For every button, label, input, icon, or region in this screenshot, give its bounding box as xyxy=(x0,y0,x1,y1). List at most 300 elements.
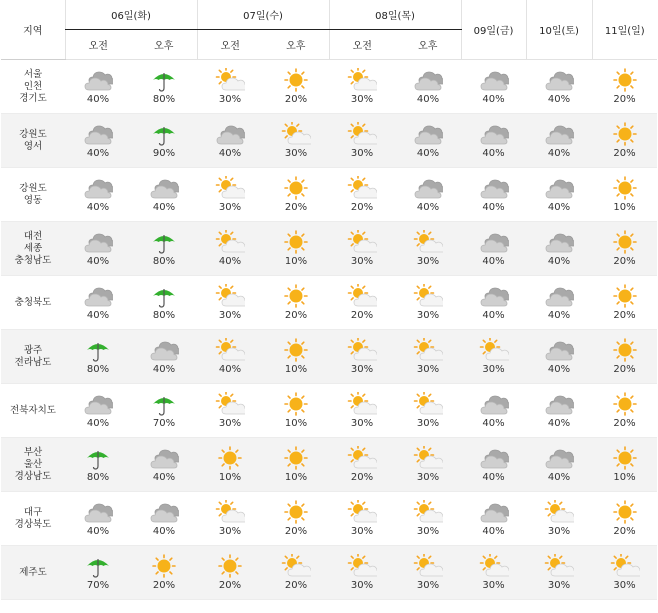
precipitation-probability: 40% xyxy=(482,472,505,483)
forecast-row xyxy=(1,492,657,546)
forecast-cell xyxy=(461,60,526,114)
precipitation-probability: 80% xyxy=(86,364,110,375)
cloudy-icon xyxy=(544,338,574,362)
partly-sunny-icon xyxy=(347,392,377,416)
cloudy-icon xyxy=(215,122,245,146)
forecast-cell xyxy=(329,60,395,114)
forecast-cell xyxy=(197,330,263,384)
region-name: 강원도 xyxy=(19,182,47,194)
partly-sunny-icon xyxy=(413,284,443,308)
forecast-cell xyxy=(131,222,197,276)
umbrella-icon xyxy=(149,392,179,416)
forecast-cell xyxy=(329,114,395,168)
forecast-cell xyxy=(461,438,526,492)
forecast-cell xyxy=(263,114,329,168)
forecast-row xyxy=(1,276,657,330)
precipitation-probability: 40% xyxy=(86,526,110,537)
region-name: 제주도 xyxy=(19,566,47,578)
precipitation-probability: 30% xyxy=(218,418,242,429)
sun-icon xyxy=(281,176,311,200)
partly-sunny-icon xyxy=(347,500,377,524)
precipitation-probability: 20% xyxy=(284,94,308,105)
region-cell xyxy=(1,384,65,438)
partly-sunny-icon xyxy=(544,500,574,524)
cloudy-icon xyxy=(413,176,443,200)
forecast-cell xyxy=(131,276,197,330)
sun-icon xyxy=(281,68,311,92)
precipitation-probability: 40% xyxy=(86,310,110,321)
forecast-cell xyxy=(592,222,657,276)
precipitation-probability: 10% xyxy=(284,256,308,267)
sun-icon xyxy=(281,500,311,524)
forecast-cell xyxy=(65,384,131,438)
precipitation-probability: 40% xyxy=(416,202,440,213)
precipitation-probability: 40% xyxy=(86,148,110,159)
umbrella-icon xyxy=(149,284,179,308)
precipitation-probability: 20% xyxy=(613,310,636,321)
precipitation-probability: 40% xyxy=(86,202,110,213)
region-cell xyxy=(1,276,65,330)
forecast-cell xyxy=(526,276,592,330)
precipitation-probability: 40% xyxy=(482,148,505,159)
precipitation-probability: 40% xyxy=(482,526,505,537)
sun-icon xyxy=(610,176,640,200)
forecast-row xyxy=(1,330,657,384)
cloudy-icon xyxy=(149,338,179,362)
cloudy-icon xyxy=(479,446,509,470)
region-cell xyxy=(1,114,65,168)
cloudy-icon xyxy=(479,176,509,200)
day-header-10: 10일(토) xyxy=(526,0,592,60)
precipitation-probability: 40% xyxy=(152,202,176,213)
sun-icon xyxy=(281,446,311,470)
forecast-cell xyxy=(329,492,395,546)
region-name: 충청북도 xyxy=(14,296,52,308)
precipitation-probability: 40% xyxy=(86,418,110,429)
precipitation-probability: 30% xyxy=(350,148,374,159)
region-name: 경기도 xyxy=(19,92,47,104)
umbrella-icon xyxy=(83,338,113,362)
forecast-cell xyxy=(526,438,592,492)
forecast-cell xyxy=(526,330,592,384)
partly-sunny-icon xyxy=(281,554,311,578)
region-cell xyxy=(1,168,65,222)
precipitation-probability: 40% xyxy=(547,472,571,483)
precipitation-probability: 40% xyxy=(547,364,571,375)
partly-sunny-icon xyxy=(347,446,377,470)
forecast-cell xyxy=(197,438,263,492)
region-cell xyxy=(1,60,65,114)
forecast-cell xyxy=(461,276,526,330)
forecast-cell xyxy=(263,168,329,222)
forecast-cell xyxy=(395,384,461,438)
forecast-cell xyxy=(395,492,461,546)
partly-sunny-icon xyxy=(479,338,509,362)
precipitation-probability: 20% xyxy=(350,310,374,321)
forecast-cell xyxy=(461,222,526,276)
partly-sunny-icon xyxy=(413,338,443,362)
cloudy-icon xyxy=(149,176,179,200)
partly-sunny-icon xyxy=(347,122,377,146)
cloudy-icon xyxy=(83,122,113,146)
forecast-cell xyxy=(329,222,395,276)
precipitation-probability: 30% xyxy=(350,94,374,105)
cloudy-icon xyxy=(479,392,509,416)
umbrella-icon xyxy=(83,446,113,470)
forecast-cell xyxy=(131,60,197,114)
forecast-cell xyxy=(197,276,263,330)
precipitation-probability: 40% xyxy=(218,256,242,267)
forecast-cell xyxy=(461,492,526,546)
forecast-cell xyxy=(395,276,461,330)
forecast-cell xyxy=(131,168,197,222)
precipitation-probability: 90% xyxy=(152,148,176,159)
precipitation-probability: 40% xyxy=(152,526,176,537)
precipitation-probability: 20% xyxy=(613,256,636,267)
cloudy-icon xyxy=(544,230,574,254)
forecast-cell xyxy=(65,114,131,168)
pm-header: 오후 xyxy=(263,30,329,60)
precipitation-probability: 40% xyxy=(482,256,505,267)
forecast-cell xyxy=(395,330,461,384)
forecast-cell xyxy=(131,330,197,384)
forecast-cell xyxy=(329,384,395,438)
forecast-cell xyxy=(592,384,657,438)
forecast-cell xyxy=(131,384,197,438)
forecast-cell xyxy=(526,492,592,546)
precipitation-probability: 40% xyxy=(482,202,505,213)
region-name: 경상북도 xyxy=(14,518,52,530)
precipitation-probability: 30% xyxy=(218,94,242,105)
precipitation-probability: 20% xyxy=(218,580,242,591)
precipitation-probability: 20% xyxy=(284,526,308,537)
forecast-row xyxy=(1,222,657,276)
precipitation-probability: 30% xyxy=(416,256,440,267)
forecast-cell xyxy=(592,330,657,384)
sun-icon xyxy=(610,122,640,146)
partly-sunny-icon xyxy=(347,176,377,200)
forecast-cell xyxy=(329,438,395,492)
precipitation-probability: 20% xyxy=(284,202,308,213)
precipitation-probability: 40% xyxy=(547,94,571,105)
region-name: 세종 xyxy=(23,242,43,254)
forecast-cell xyxy=(65,330,131,384)
forecast-cell xyxy=(395,438,461,492)
sun-icon xyxy=(281,392,311,416)
forecast-cell xyxy=(526,114,592,168)
precipitation-probability: 30% xyxy=(416,580,440,591)
region-column-header: 지역 xyxy=(1,0,65,60)
pm-header: 오후 xyxy=(131,30,197,60)
partly-sunny-icon xyxy=(215,392,245,416)
forecast-cell xyxy=(65,222,131,276)
precipitation-probability: 70% xyxy=(152,418,176,429)
precipitation-probability: 40% xyxy=(416,148,440,159)
precipitation-probability: 30% xyxy=(350,364,374,375)
forecast-cell xyxy=(329,330,395,384)
forecast-cell xyxy=(395,60,461,114)
forecast-cell xyxy=(526,168,592,222)
cloudy-icon xyxy=(544,176,574,200)
precipitation-probability: 40% xyxy=(547,418,571,429)
precipitation-probability: 80% xyxy=(152,94,176,105)
day-header-09: 09일(금) xyxy=(461,0,526,60)
forecast-cell xyxy=(329,168,395,222)
cloudy-icon xyxy=(479,68,509,92)
forecast-cell xyxy=(395,168,461,222)
forecast-cell xyxy=(131,114,197,168)
weather-forecast-table xyxy=(1,0,657,600)
partly-sunny-icon xyxy=(413,392,443,416)
forecast-cell xyxy=(65,438,131,492)
forecast-cell xyxy=(131,492,197,546)
cloudy-icon xyxy=(544,68,574,92)
forecast-cell xyxy=(263,222,329,276)
forecast-cell xyxy=(461,384,526,438)
partly-sunny-icon xyxy=(610,554,640,578)
precipitation-probability: 20% xyxy=(613,526,636,537)
cloudy-icon xyxy=(413,68,443,92)
partly-sunny-icon xyxy=(215,176,245,200)
forecast-cell xyxy=(263,384,329,438)
forecast-cell xyxy=(592,114,657,168)
forecast-cell xyxy=(592,60,657,114)
precipitation-probability: 30% xyxy=(350,418,374,429)
partly-sunny-icon xyxy=(479,554,509,578)
partly-sunny-icon xyxy=(413,554,443,578)
region-cell xyxy=(1,222,65,276)
forecast-cell xyxy=(263,276,329,330)
precipitation-probability: 10% xyxy=(613,472,636,483)
precipitation-probability: 10% xyxy=(284,364,308,375)
precipitation-probability: 20% xyxy=(613,364,636,375)
precipitation-probability: 30% xyxy=(350,256,374,267)
precipitation-probability: 80% xyxy=(152,256,176,267)
region-name: 대전 xyxy=(23,230,43,242)
precipitation-probability: 20% xyxy=(350,472,374,483)
precipitation-probability: 10% xyxy=(218,472,242,483)
forecast-cell xyxy=(526,60,592,114)
region-name: 광주 xyxy=(23,344,43,356)
forecast-cell xyxy=(592,546,657,600)
cloudy-icon xyxy=(83,284,113,308)
partly-sunny-icon xyxy=(347,338,377,362)
precipitation-probability: 80% xyxy=(86,472,110,483)
day-header-06: 06일(화) xyxy=(65,0,197,30)
partly-sunny-icon xyxy=(544,554,574,578)
precipitation-probability: 30% xyxy=(350,580,374,591)
forecast-cell xyxy=(263,492,329,546)
region-name: 전북자치도 xyxy=(10,404,56,416)
region-name: 부산 xyxy=(23,446,43,458)
forecast-row xyxy=(1,114,657,168)
precipitation-probability: 40% xyxy=(218,148,242,159)
sun-icon xyxy=(610,68,640,92)
precipitation-probability: 40% xyxy=(152,364,176,375)
sun-icon xyxy=(610,446,640,470)
cloudy-icon xyxy=(544,392,574,416)
partly-sunny-icon xyxy=(347,68,377,92)
precipitation-probability: 30% xyxy=(416,364,440,375)
precipitation-probability: 70% xyxy=(86,580,110,591)
precipitation-probability: 20% xyxy=(350,202,374,213)
umbrella-icon xyxy=(149,68,179,92)
precipitation-probability: 40% xyxy=(218,364,242,375)
forecast-row xyxy=(1,60,657,114)
sun-icon xyxy=(149,554,179,578)
precipitation-probability: 30% xyxy=(218,310,242,321)
am-header: 오전 xyxy=(329,30,395,60)
forecast-cell xyxy=(395,114,461,168)
forecast-cell xyxy=(65,168,131,222)
forecast-cell xyxy=(131,546,197,600)
partly-sunny-icon xyxy=(347,554,377,578)
forecast-cell xyxy=(65,492,131,546)
partly-sunny-icon xyxy=(347,230,377,254)
precipitation-probability: 10% xyxy=(284,418,308,429)
partly-sunny-icon xyxy=(347,284,377,308)
precipitation-probability: 30% xyxy=(547,580,571,591)
precipitation-probability: 40% xyxy=(86,94,110,105)
cloudy-icon xyxy=(83,68,113,92)
precipitation-probability: 10% xyxy=(613,202,636,213)
partly-sunny-icon xyxy=(413,500,443,524)
precipitation-probability: 30% xyxy=(416,526,440,537)
sun-icon xyxy=(281,284,311,308)
precipitation-probability: 30% xyxy=(416,418,440,429)
forecast-cell xyxy=(197,546,263,600)
forecast-row xyxy=(1,384,657,438)
sun-icon xyxy=(215,554,245,578)
sun-icon xyxy=(610,284,640,308)
forecast-cell xyxy=(131,438,197,492)
region-cell xyxy=(1,546,65,600)
forecast-cell xyxy=(395,222,461,276)
partly-sunny-icon xyxy=(215,500,245,524)
forecast-cell xyxy=(65,60,131,114)
forecast-cell xyxy=(329,546,395,600)
partly-sunny-icon xyxy=(215,230,245,254)
cloudy-icon xyxy=(544,284,574,308)
precipitation-probability: 20% xyxy=(613,418,636,429)
forecast-cell xyxy=(592,492,657,546)
sun-icon xyxy=(215,446,245,470)
precipitation-probability: 40% xyxy=(416,94,440,105)
region-name: 인천 xyxy=(23,80,43,92)
region-name: 울산 xyxy=(23,458,43,470)
cloudy-icon xyxy=(479,500,509,524)
cloudy-icon xyxy=(83,392,113,416)
precipitation-probability: 40% xyxy=(152,472,176,483)
precipitation-probability: 30% xyxy=(218,526,242,537)
precipitation-probability: 40% xyxy=(86,256,110,267)
forecast-cell xyxy=(461,114,526,168)
forecast-cell xyxy=(263,546,329,600)
precipitation-probability: 40% xyxy=(482,310,505,321)
precipitation-probability: 40% xyxy=(482,418,505,429)
sun-icon xyxy=(610,392,640,416)
region-name: 서울 xyxy=(23,68,43,80)
precipitation-probability: 80% xyxy=(152,310,176,321)
cloudy-icon xyxy=(544,446,574,470)
precipitation-probability: 20% xyxy=(613,148,636,159)
forecast-row xyxy=(1,168,657,222)
sun-icon xyxy=(281,338,311,362)
forecast-rows xyxy=(1,60,657,600)
am-header: 오전 xyxy=(197,30,263,60)
partly-sunny-icon xyxy=(281,122,311,146)
precipitation-probability: 30% xyxy=(218,202,242,213)
cloudy-icon xyxy=(149,446,179,470)
precipitation-probability: 10% xyxy=(284,472,308,483)
precipitation-probability: 40% xyxy=(547,148,571,159)
partly-sunny-icon xyxy=(413,230,443,254)
forecast-cell xyxy=(461,168,526,222)
precipitation-probability: 30% xyxy=(482,364,505,375)
precipitation-probability: 40% xyxy=(547,310,571,321)
cloudy-icon xyxy=(479,230,509,254)
region-name: 영동 xyxy=(23,194,43,206)
region-name: 강원도 xyxy=(19,128,47,140)
day-header-08: 08일(목) xyxy=(329,0,461,30)
forecast-cell xyxy=(197,222,263,276)
region-cell xyxy=(1,330,65,384)
forecast-cell xyxy=(65,276,131,330)
partly-sunny-icon xyxy=(215,338,245,362)
precipitation-probability: 30% xyxy=(284,148,308,159)
sun-icon xyxy=(610,230,640,254)
region-cell xyxy=(1,438,65,492)
cloudy-icon xyxy=(544,122,574,146)
cloudy-icon xyxy=(413,122,443,146)
precipitation-probability: 40% xyxy=(482,94,505,105)
forecast-cell xyxy=(197,114,263,168)
precipitation-probability: 20% xyxy=(152,580,176,591)
forecast-cell xyxy=(395,546,461,600)
forecast-cell xyxy=(329,276,395,330)
cloudy-icon xyxy=(149,500,179,524)
precipitation-probability: 20% xyxy=(284,580,308,591)
day-header-11: 11일(일) xyxy=(592,0,657,60)
forecast-cell xyxy=(461,546,526,600)
forecast-cell xyxy=(197,384,263,438)
am-header: 오전 xyxy=(65,30,131,60)
sun-icon xyxy=(281,230,311,254)
umbrella-icon xyxy=(149,122,179,146)
precipitation-probability: 40% xyxy=(547,256,571,267)
forecast-cell xyxy=(592,168,657,222)
precipitation-probability: 30% xyxy=(416,472,440,483)
sun-icon xyxy=(610,500,640,524)
day-header-07: 07일(수) xyxy=(197,0,329,30)
umbrella-icon xyxy=(83,554,113,578)
precipitation-probability: 30% xyxy=(416,310,440,321)
cloudy-icon xyxy=(479,284,509,308)
cloudy-icon xyxy=(83,500,113,524)
precipitation-probability: 30% xyxy=(350,526,374,537)
forecast-cell xyxy=(263,438,329,492)
region-name: 경상남도 xyxy=(14,470,52,482)
region-name: 영서 xyxy=(23,140,43,152)
cloudy-icon xyxy=(83,176,113,200)
partly-sunny-icon xyxy=(215,68,245,92)
umbrella-icon xyxy=(149,230,179,254)
precipitation-probability: 30% xyxy=(547,526,571,537)
forecast-cell xyxy=(526,384,592,438)
region-name: 충청남도 xyxy=(14,254,52,266)
forecast-cell xyxy=(197,168,263,222)
region-name: 대구 xyxy=(23,506,43,518)
